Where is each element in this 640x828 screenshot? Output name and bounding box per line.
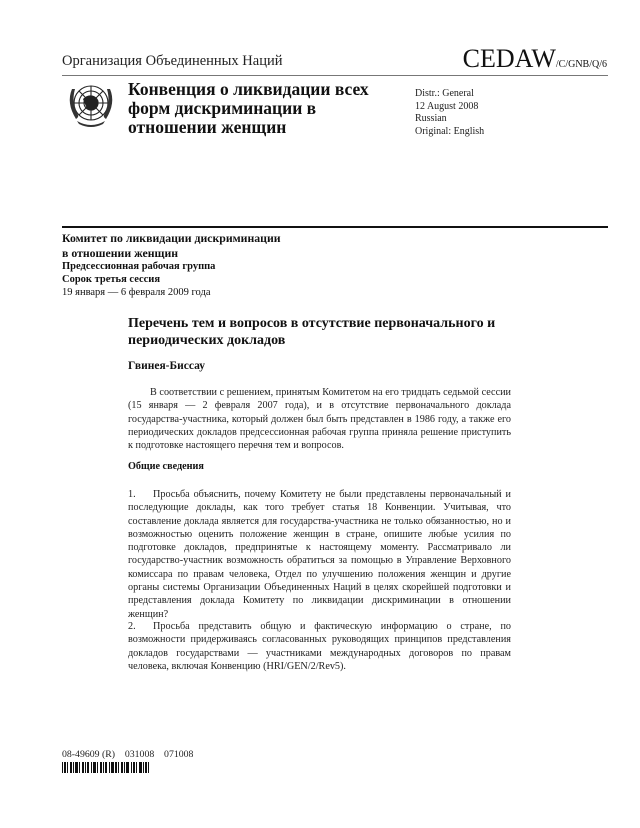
un-emblem-icon [63, 79, 119, 131]
document-symbol [463, 44, 607, 74]
country-name: Гвинея-Биссау [128, 360, 205, 372]
paragraph-number: 2. [128, 621, 136, 632]
section-heading: Общие сведения [128, 461, 204, 472]
intro-paragraph: В соответствии с решением, принятым Комитетом на его тридцать седьмой сессии (15 января — 2 февраля 2007 года), и в отсутствие первоначального доклада государства-участника, который должен был быть представлен в 1986 году, а также его периодических докладов предсессионная рабочая группа приняла решение приступить к подготовке настоящего перечня тем и вопросов. [128, 387, 511, 452]
working-group: Предсессионная рабочая группа [62, 261, 216, 272]
barcode-icon [62, 762, 168, 773]
paragraph-2 [128, 620, 511, 673]
distribution-status: Distr.: General [415, 88, 474, 99]
paragraph-text: Просьба представить общую и фактическую информацию о стране, по возможности придерживаясь согласованных руководящих принципов представления докладов государствами — участниками международных договоров по правам человека, включая Конвенцию (HRI/GEN/2/Rev5). [128, 621, 511, 672]
session-dates: 19 января — 6 февраля 2009 года [62, 287, 211, 298]
symbol-suffix: /C/GNB/Q/6 [555, 59, 607, 70]
committee-divider [62, 226, 608, 228]
document-title: Перечень тем и вопросов в отсутствие первоначального и периодических докладов [128, 316, 496, 348]
session: Сорок третья сессия [62, 274, 161, 285]
committee-name-line1: Комитет по ликвидации дискриминации [62, 231, 281, 245]
job-number: 08-49609 (R) 031008 071008 [62, 749, 194, 760]
distribution-block [415, 88, 484, 138]
distribution-date: 12 August 2008 [415, 100, 479, 112]
symbol-main: CEDAW [462, 44, 556, 73]
document-language: Russian [415, 113, 447, 124]
header-divider [62, 75, 608, 76]
original-language: Original: English [415, 125, 485, 137]
committee-block [62, 231, 382, 299]
committee-name-line2: в отношении женщин [62, 245, 179, 260]
paragraph-text: Просьба объяснить, почему Комитету не были представлены первоначальный и последующие доклады, как того требует статья 18 Конвенции. Учитывая, что составление доклада является для государства-участника не только обязанностью, но и возможностью оценить положение женщин в стране, опишите любые усилия по подготовке докладов, предпринятые к настоящему моменту. Рассматривало ли государство-участник возможность обратиться за помощью в Управление Верховного комиссара по правам человека, Отдел по улучшению положения женщин и другие органы системы Организации Объединенных Наций в целях скорейшей подготовки и представления доклада Комитету по ликвидации дискриминации в отношении женщин? [128, 489, 511, 620]
paragraph-number: 1. [128, 489, 136, 500]
convention-title: Конвенция о ликвидации всех форм дискриминации в отношении женщин [128, 79, 369, 137]
organization-name: Организация Объединенных Наций [62, 53, 283, 69]
paragraph-1 [128, 488, 511, 621]
